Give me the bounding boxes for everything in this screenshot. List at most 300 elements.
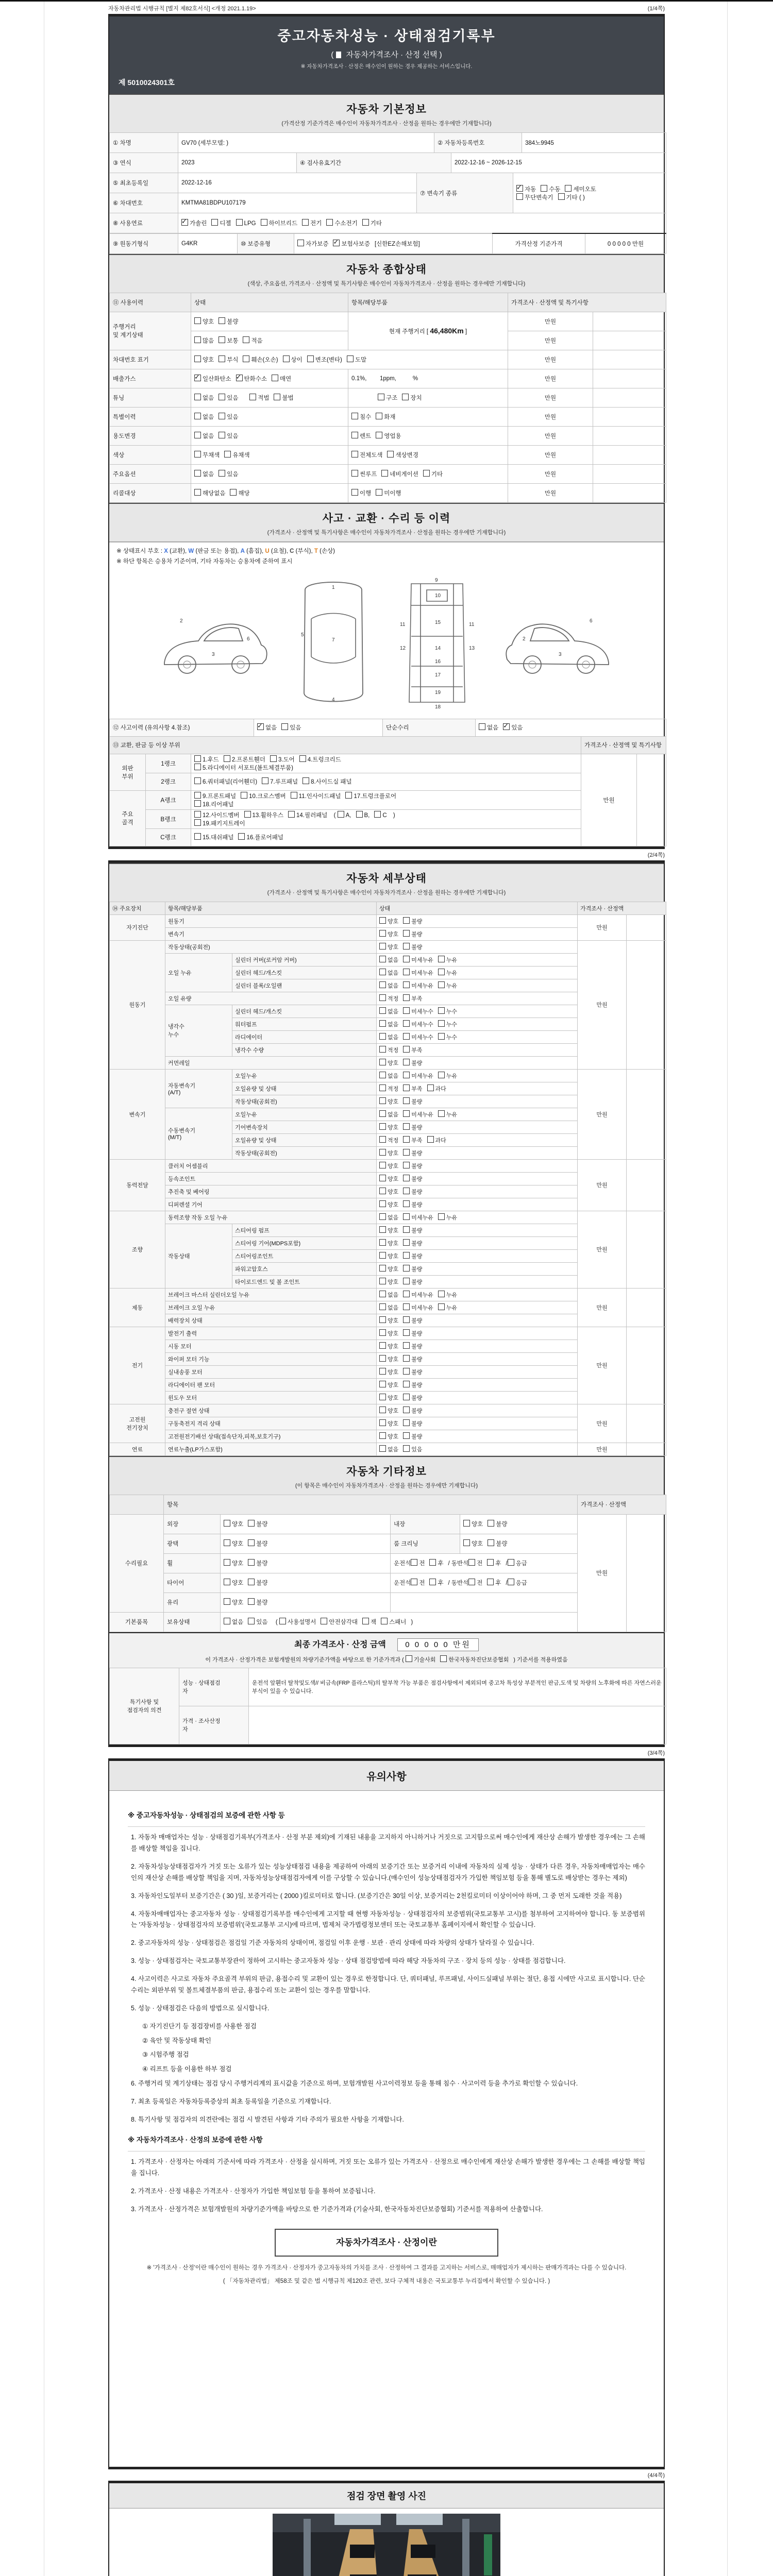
checkbox-label: 전 <box>419 1561 425 1567</box>
checkbox[interactable] <box>403 994 410 1001</box>
checkbox[interactable] <box>283 355 290 362</box>
checkbox[interactable] <box>403 1355 410 1362</box>
checkbox[interactable] <box>438 1033 445 1040</box>
checkbox[interactable] <box>403 1084 410 1091</box>
checkbox[interactable] <box>487 1579 494 1585</box>
checkbox[interactable] <box>379 1200 386 1207</box>
checkbox[interactable] <box>224 755 230 762</box>
checkbox[interactable] <box>362 219 369 226</box>
checkbox[interactable] <box>403 1110 410 1117</box>
checkbox[interactable] <box>236 375 243 381</box>
checkbox[interactable] <box>194 394 201 400</box>
checkbox[interactable] <box>403 1278 410 1284</box>
checkbox[interactable] <box>516 193 523 200</box>
checkbox[interactable] <box>565 185 572 192</box>
checkbox[interactable] <box>299 755 306 762</box>
checkbox[interactable] <box>463 1520 470 1527</box>
checkbox-option <box>438 969 457 977</box>
status-options <box>377 1198 578 1211</box>
checkbox[interactable] <box>379 1213 386 1220</box>
item-label: 동력조향 작동 오일 누유 <box>165 1211 377 1224</box>
checkbox[interactable] <box>468 1579 475 1585</box>
checkbox[interactable] <box>379 1239 386 1246</box>
checkbox-label: 적정 <box>388 1047 399 1054</box>
filled-checkbox-icon <box>336 52 341 58</box>
checkbox-label: 없음 <box>388 1008 399 1015</box>
checkbox[interactable] <box>219 355 225 362</box>
checkbox[interactable] <box>379 1059 386 1065</box>
checkbox[interactable] <box>303 777 309 784</box>
legend-token: A <box>240 548 245 554</box>
checkbox[interactable] <box>411 1559 417 1566</box>
checkbox[interactable] <box>379 1175 386 1181</box>
checkbox-option <box>261 219 298 227</box>
checkbox[interactable] <box>297 240 304 246</box>
checkbox[interactable] <box>224 1598 230 1605</box>
checkbox[interactable] <box>379 1252 386 1259</box>
checkbox[interactable] <box>403 1342 410 1349</box>
item-label: 오일유량 및 상태 <box>232 1133 377 1146</box>
checkbox[interactable] <box>248 1559 255 1566</box>
checkbox[interactable] <box>194 833 201 840</box>
checkbox[interactable] <box>376 432 382 438</box>
checkbox[interactable] <box>403 1432 410 1439</box>
checkbox-option <box>403 1007 433 1015</box>
checkbox-option <box>403 1020 433 1028</box>
checkbox[interactable] <box>281 723 288 730</box>
checkbox[interactable] <box>403 1123 410 1130</box>
checkbox[interactable] <box>194 777 201 784</box>
checkbox-label: 후 <box>438 1580 444 1586</box>
checkbox[interactable] <box>224 1539 230 1546</box>
checkbox[interactable] <box>403 1381 410 1387</box>
checkbox[interactable] <box>379 1355 386 1362</box>
checkbox[interactable] <box>291 792 297 799</box>
item-label: 실린더 커버(로커암 커버) <box>232 953 377 966</box>
checkbox[interactable] <box>379 1342 386 1349</box>
note-cell <box>637 754 666 846</box>
checkbox[interactable] <box>219 317 225 324</box>
checkbox[interactable] <box>558 193 565 200</box>
price-cell: 만원 <box>578 1327 627 1404</box>
checkbox[interactable] <box>379 1084 386 1091</box>
checkbox[interactable] <box>243 336 249 343</box>
checkbox[interactable] <box>379 1445 386 1452</box>
checkbox[interactable] <box>194 800 201 807</box>
checkbox[interactable] <box>403 1368 410 1375</box>
checkbox[interactable] <box>379 1406 386 1413</box>
checkbox[interactable] <box>379 1136 386 1143</box>
notice-item: 2. 가격조사 · 산정 내용은 가격조사 · 산정자가 가입한 책임보험 등을 통하여 보증됩니다. <box>131 2188 376 2195</box>
checkbox[interactable] <box>230 489 237 496</box>
checkbox-label: 불량 <box>411 1395 423 1401</box>
checkbox[interactable] <box>224 1520 230 1527</box>
checkbox[interactable] <box>403 1046 410 1053</box>
checkbox[interactable] <box>379 1007 386 1014</box>
checkbox[interactable] <box>248 1579 255 1585</box>
checkbox[interactable] <box>194 792 201 799</box>
checkbox[interactable] <box>379 1265 386 1272</box>
checkbox[interactable] <box>403 1175 410 1181</box>
checkbox[interactable] <box>261 219 267 226</box>
checkbox-option <box>194 811 240 819</box>
checkbox[interactable] <box>249 394 256 400</box>
checkbox[interactable] <box>181 219 188 226</box>
checkbox[interactable] <box>379 943 386 950</box>
checkbox[interactable] <box>379 994 386 1001</box>
checkbox[interactable] <box>403 1033 410 1040</box>
checkbox[interactable] <box>403 1188 410 1194</box>
checkbox-label: 네비게이션 <box>390 471 418 478</box>
checkbox[interactable] <box>288 811 295 818</box>
checkbox[interactable] <box>403 1445 410 1452</box>
checkbox[interactable] <box>262 777 268 784</box>
checkbox[interactable] <box>374 811 381 818</box>
checkbox[interactable] <box>379 1278 386 1284</box>
checkbox[interactable] <box>403 917 410 924</box>
checkbox[interactable] <box>379 1020 386 1027</box>
checkbox[interactable] <box>194 336 201 343</box>
checkbox[interactable] <box>211 219 218 226</box>
checkbox[interactable] <box>379 1033 386 1040</box>
checkbox[interactable] <box>468 1559 475 1566</box>
checkbox[interactable] <box>248 1520 255 1527</box>
checkbox[interactable] <box>429 1559 436 1566</box>
checkbox[interactable] <box>379 1303 386 1310</box>
price-base-label: 가격산정 기준가격 <box>493 233 585 253</box>
checkbox[interactable] <box>378 394 384 400</box>
checkbox[interactable] <box>402 394 409 400</box>
checkbox[interactable] <box>438 1007 445 1014</box>
checkbox[interactable] <box>487 1559 494 1566</box>
checkbox[interactable] <box>438 1291 445 1297</box>
status-options <box>377 1262 578 1275</box>
checkbox[interactable] <box>257 723 264 730</box>
checkbox[interactable] <box>347 355 354 362</box>
checkbox[interactable] <box>351 413 358 419</box>
note-cell <box>593 426 666 445</box>
checkbox[interactable] <box>194 764 201 770</box>
checkbox[interactable] <box>379 1329 386 1336</box>
checkbox[interactable] <box>488 1520 494 1527</box>
checkbox[interactable] <box>403 1316 410 1323</box>
checkbox[interactable] <box>248 1598 255 1605</box>
checkbox[interactable] <box>438 1213 445 1220</box>
checkbox[interactable] <box>403 1059 410 1065</box>
checkbox-option <box>194 777 257 786</box>
checkbox[interactable] <box>411 1579 417 1585</box>
price-cell: 만원 <box>508 464 593 483</box>
checkbox[interactable] <box>219 470 225 477</box>
checkbox[interactable] <box>379 1046 386 1053</box>
checkbox[interactable] <box>508 1559 514 1566</box>
checkbox-option <box>403 1265 422 1273</box>
checkbox-label: 불량 <box>496 1541 508 1547</box>
checkbox[interactable] <box>333 240 340 246</box>
etc-table <box>109 1495 666 1632</box>
checkbox-label: 불량 <box>411 1240 423 1247</box>
checkbox-option <box>194 355 214 364</box>
checkbox[interactable] <box>379 1432 386 1439</box>
checkbox[interactable] <box>541 185 547 192</box>
checkbox[interactable] <box>351 451 358 457</box>
checkbox-option <box>379 943 398 951</box>
checkbox-option <box>281 723 301 732</box>
checkbox[interactable] <box>379 1291 386 1297</box>
checkbox[interactable] <box>194 413 201 419</box>
checkbox[interactable] <box>403 1136 410 1143</box>
checkbox[interactable] <box>379 1072 386 1078</box>
checkbox[interactable] <box>236 219 243 226</box>
checkbox[interactable] <box>403 1072 410 1078</box>
checkbox-option <box>541 185 560 193</box>
price-cell: 만원 <box>508 388 593 407</box>
item-label: 스티어링 펌프 <box>232 1224 377 1236</box>
checkbox[interactable] <box>351 470 358 477</box>
checkbox[interactable] <box>403 943 410 950</box>
checkbox[interactable] <box>438 981 445 988</box>
checkbox[interactable] <box>248 1618 255 1624</box>
checkbox[interactable] <box>403 1303 410 1310</box>
checkbox-label: 후 <box>438 1561 444 1567</box>
checkbox-option <box>479 723 498 732</box>
checkbox[interactable] <box>219 413 225 419</box>
checkbox[interactable] <box>224 1579 230 1585</box>
checkbox[interactable] <box>238 833 245 840</box>
checkbox-option <box>403 1110 433 1118</box>
checkbox[interactable] <box>302 219 309 226</box>
checkbox[interactable] <box>274 394 280 400</box>
checkbox-label: 적정 <box>388 1137 399 1144</box>
checkbox[interactable] <box>403 1329 410 1336</box>
checkbox-label: 불량 <box>411 1317 423 1324</box>
checkbox[interactable] <box>326 219 333 226</box>
checkbox-label: 적정 <box>388 1086 399 1092</box>
subgroup-label: 오일 누유 <box>165 953 232 992</box>
item-label: 변속기 <box>165 927 377 940</box>
column-header: 상태 <box>191 293 348 312</box>
checkbox-label: 없음 <box>388 1073 399 1079</box>
checkbox[interactable] <box>376 413 382 419</box>
checkbox[interactable] <box>379 1226 386 1233</box>
checkbox[interactable] <box>379 1394 386 1400</box>
checkbox[interactable] <box>503 723 510 730</box>
legend-token: C <box>290 548 294 554</box>
row-label: 튜닝 <box>110 388 191 407</box>
checkbox[interactable] <box>403 981 410 988</box>
checkbox[interactable] <box>376 489 382 496</box>
checkbox[interactable] <box>219 336 225 343</box>
checkbox[interactable] <box>194 451 201 457</box>
checkbox[interactable] <box>345 792 352 799</box>
engine-type-value: G4KR <box>178 233 238 253</box>
checkbox[interactable] <box>403 1252 410 1259</box>
checkbox[interactable] <box>427 1084 434 1091</box>
checkbox[interactable] <box>423 470 430 477</box>
checkbox-option <box>403 1046 422 1054</box>
checkbox[interactable] <box>338 811 344 818</box>
checkbox[interactable] <box>403 1200 410 1207</box>
checkbox[interactable] <box>438 1020 445 1027</box>
checkbox-label: 불량 <box>411 931 423 938</box>
scan-edge-right <box>727 2 728 2576</box>
checkbox[interactable] <box>508 1579 514 1585</box>
section-basic-info-header <box>109 94 664 133</box>
checkbox-label: 누수 <box>446 1034 458 1041</box>
checkbox[interactable] <box>248 1539 255 1546</box>
checkbox[interactable] <box>488 1539 494 1546</box>
checkbox[interactable] <box>194 375 201 381</box>
section-note: (가격조사 · 산정액 및 특기사항은 매수인이 자동차가격조사 · 산정을 원하는 경우에만 기재합니다) <box>267 529 506 536</box>
note-cell <box>627 1159 666 1211</box>
checkbox[interactable] <box>219 394 225 400</box>
checkbox[interactable] <box>307 355 314 362</box>
checkbox[interactable] <box>219 432 225 438</box>
checkbox[interactable] <box>224 451 231 457</box>
checkbox[interactable] <box>379 1097 386 1104</box>
checkbox[interactable] <box>379 981 386 988</box>
checkbox[interactable] <box>379 930 386 937</box>
checkbox[interactable] <box>194 355 201 362</box>
checkbox[interactable] <box>194 470 201 477</box>
checkbox[interactable] <box>351 489 358 496</box>
checkbox[interactable] <box>403 1419 410 1426</box>
checkbox-option <box>403 969 433 977</box>
checkbox[interactable] <box>403 1394 410 1400</box>
checkbox-label: 해당없음 <box>203 490 226 497</box>
checkbox[interactable] <box>272 375 278 381</box>
checkbox-option <box>248 1598 267 1606</box>
checkbox[interactable] <box>379 1188 386 1194</box>
checkbox[interactable] <box>438 1110 445 1117</box>
checkbox[interactable] <box>403 1291 410 1297</box>
checkbox[interactable] <box>244 811 251 818</box>
checkbox[interactable] <box>403 1020 410 1027</box>
checkbox[interactable] <box>241 792 247 799</box>
checkbox[interactable] <box>356 811 363 818</box>
status-options <box>460 1534 578 1553</box>
checkbox[interactable] <box>403 1239 410 1246</box>
checkbox[interactable] <box>429 1579 436 1585</box>
checkbox[interactable] <box>403 1162 410 1168</box>
first-registration-value: 2022-12-16 <box>178 173 417 193</box>
checkbox-option <box>194 394 214 402</box>
checkbox[interactable] <box>194 755 201 762</box>
checkbox[interactable] <box>379 1162 386 1168</box>
checkbox[interactable] <box>194 819 201 826</box>
checkbox[interactable] <box>379 1419 386 1426</box>
text-token: ( <box>272 1619 279 1625</box>
checkbox[interactable] <box>224 1559 230 1566</box>
checkbox[interactable] <box>321 1618 327 1624</box>
checkbox[interactable] <box>362 1618 369 1624</box>
checkbox-label: 없음 <box>388 1304 399 1311</box>
checkbox[interactable] <box>270 755 277 762</box>
checkbox-option <box>379 1110 398 1118</box>
checkbox[interactable] <box>438 956 445 962</box>
checkbox[interactable] <box>379 917 386 924</box>
svg-text:10: 10 <box>435 592 441 599</box>
checkbox[interactable] <box>403 1265 410 1272</box>
checkbox-option <box>427 1084 446 1093</box>
checkbox[interactable] <box>463 1539 470 1546</box>
checkbox[interactable] <box>381 1618 388 1624</box>
checkbox[interactable] <box>379 1123 386 1130</box>
checkbox[interactable] <box>379 969 386 975</box>
field-label: ⑥ 차대번호 <box>110 193 178 213</box>
checkbox[interactable] <box>194 317 201 324</box>
checkbox[interactable] <box>379 1110 386 1117</box>
checkbox[interactable] <box>379 1316 386 1323</box>
checkbox-option <box>379 1188 398 1196</box>
checkbox[interactable] <box>438 1303 445 1310</box>
checkbox-label: 미세누유 <box>411 982 433 989</box>
overall-table <box>109 293 666 503</box>
checkbox-label: 양호 <box>388 1343 399 1350</box>
checkbox[interactable] <box>351 432 358 438</box>
status-options <box>377 1224 578 1236</box>
checkbox[interactable] <box>403 969 410 975</box>
column-header: 가격조사 · 산정액 <box>578 1495 666 1514</box>
checkbox[interactable] <box>516 185 523 192</box>
item-cell <box>348 407 508 426</box>
text-token: ( <box>332 812 338 819</box>
checkbox[interactable] <box>403 1007 410 1014</box>
status-options <box>377 1211 578 1224</box>
item-label: 실내송풍 모터 <box>165 1365 377 1378</box>
field-label: ⑨ 원동기형식 <box>110 233 178 253</box>
checkbox[interactable] <box>403 1406 410 1413</box>
checkbox-option <box>274 394 293 402</box>
checkbox[interactable] <box>381 470 388 477</box>
panel-frame-table <box>109 736 666 846</box>
checkbox[interactable] <box>403 956 410 962</box>
checkbox[interactable] <box>387 451 394 457</box>
checkbox-option <box>468 1579 482 1587</box>
checkbox-label: 매연 <box>279 376 292 382</box>
checkbox[interactable] <box>403 1149 410 1156</box>
checkbox[interactable] <box>379 956 386 962</box>
checkbox-label: 있음 <box>227 414 239 420</box>
checkbox[interactable] <box>379 1368 386 1375</box>
checkbox[interactable] <box>438 969 445 975</box>
field-label: ① 차명 <box>110 133 178 153</box>
checkbox[interactable] <box>438 1072 445 1078</box>
checkbox[interactable] <box>279 1618 286 1624</box>
checkbox[interactable] <box>224 1618 230 1624</box>
item-label: 스티어링 기어(MDPS포함) <box>232 1236 377 1249</box>
checkbox[interactable] <box>440 1655 447 1662</box>
checkbox[interactable] <box>403 1097 410 1104</box>
checkbox[interactable] <box>379 1149 386 1156</box>
checkbox-option <box>379 1072 398 1080</box>
checkbox[interactable] <box>194 811 201 818</box>
checkbox[interactable] <box>403 1213 410 1220</box>
note-cell <box>627 1288 666 1327</box>
checkbox[interactable] <box>194 489 201 496</box>
checkbox[interactable] <box>194 432 201 438</box>
checkbox[interactable] <box>403 930 410 937</box>
svg-text:3: 3 <box>559 651 562 657</box>
checkbox[interactable] <box>403 1226 410 1233</box>
checkbox[interactable] <box>379 1381 386 1387</box>
checkbox[interactable] <box>406 1655 412 1662</box>
notice-sub-item: ① 자기진단기 등 점검장비를 사용한 점검 <box>142 2022 257 2030</box>
checkbox[interactable] <box>479 723 485 730</box>
checkbox[interactable] <box>427 1136 434 1143</box>
checkbox-label: 양호 <box>388 1163 399 1170</box>
checkbox[interactable] <box>243 355 249 362</box>
